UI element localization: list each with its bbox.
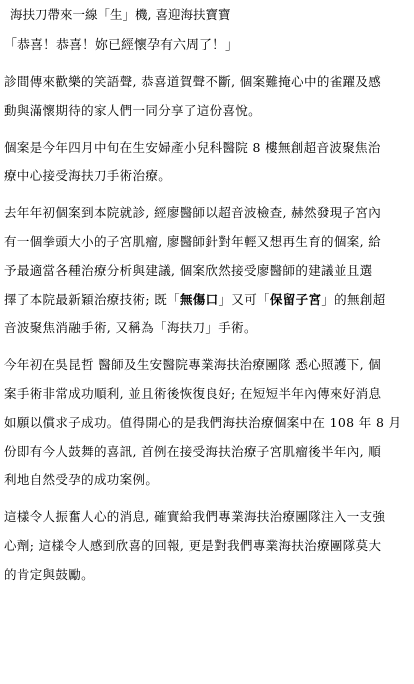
paragraph-line: 心劑; 這樣令人感到欣喜的回報, 更是對我們專業海扶治療團隊莫大 bbox=[4, 537, 382, 553]
line-text: 」又可「 bbox=[218, 291, 270, 307]
paragraph-line: 診間傳來歡樂的笑語聲, 恭喜道賀聲不斷, 個案難掩心中的雀躍及感 bbox=[4, 74, 382, 89]
paragraph-line: 的肯定與鼓勵。 bbox=[4, 566, 94, 582]
paragraph-3 bbox=[4, 199, 412, 343]
line-text: 」的無創超 bbox=[321, 291, 386, 307]
document-body bbox=[4, 6, 412, 590]
document-title: 海扶刀帶來一線「生」機, 喜迎海扶寶寶 bbox=[10, 7, 231, 22]
paragraph-line: 個案是今年四月中旬在生安婦產小兒科醫院 8 樓無創超音波聚焦治 bbox=[4, 139, 381, 155]
paragraph-line: 份即有今人鼓舞的喜訊, 首例在接受海扶治療子宮肌瘤後半年內, 順 bbox=[4, 443, 382, 459]
paragraph-line: 予最適當各種治療分析與建議, 個案欣然接受廖醫師的建議並且選 bbox=[4, 262, 373, 278]
paragraph-line: 利地自然受孕的成功案例。 bbox=[4, 472, 159, 488]
paragraph-2 bbox=[4, 134, 412, 192]
paragraph-line: 去年年初個案到本院就診, 經廖醫師以超音波檢查, 赫然發現子宮內 bbox=[4, 205, 382, 221]
paragraph-line: 這樣令人振奮人心的消息, 確實給我們專業海扶治療團隊注入一支強 bbox=[4, 509, 386, 525]
paragraph-4 bbox=[4, 351, 412, 495]
line-text: 擇了本院最新穎治療技術; 既「 bbox=[4, 291, 180, 307]
paragraph-line: 音波聚焦消融手術, 又稱為「海扶刀」手術。 bbox=[4, 320, 257, 336]
paragraph-line: 案手術非常成功順利, 並且術後恢復良好; 在短短半年內傳來好消息 bbox=[4, 385, 382, 401]
paragraph-line-with-emphasis bbox=[4, 286, 412, 315]
emphasis-no-wound: 無傷口 bbox=[179, 291, 219, 307]
paragraph-5 bbox=[4, 503, 412, 589]
paragraph-line: 療中心接受海扶刀手術治療。 bbox=[4, 168, 172, 184]
paragraph-1 bbox=[4, 68, 412, 126]
paragraph-line: 今年初在吳昆哲 醫師及生安醫院專業海扶治療團隊 悉心照護下, 個 bbox=[4, 357, 382, 373]
paragraph-line: 動與滿懷期待的家人們一同分享了這份喜悅。 bbox=[4, 102, 262, 118]
paragraph-line: 如願以償求子成功。值得開心的是我們海扶治療個案中在 108 年 8 月 bbox=[4, 414, 402, 430]
paragraph-line: 有一個拳頭大小的子宮肌瘤, 廖醫師針對年輕又想再生育的個案, 給 bbox=[4, 233, 382, 249]
congratulation-quote: 「恭喜！恭喜！妳已經懷孕有六周了！」 bbox=[4, 38, 239, 53]
emphasis-preserve-uterus: 保留子宮 bbox=[269, 291, 322, 307]
